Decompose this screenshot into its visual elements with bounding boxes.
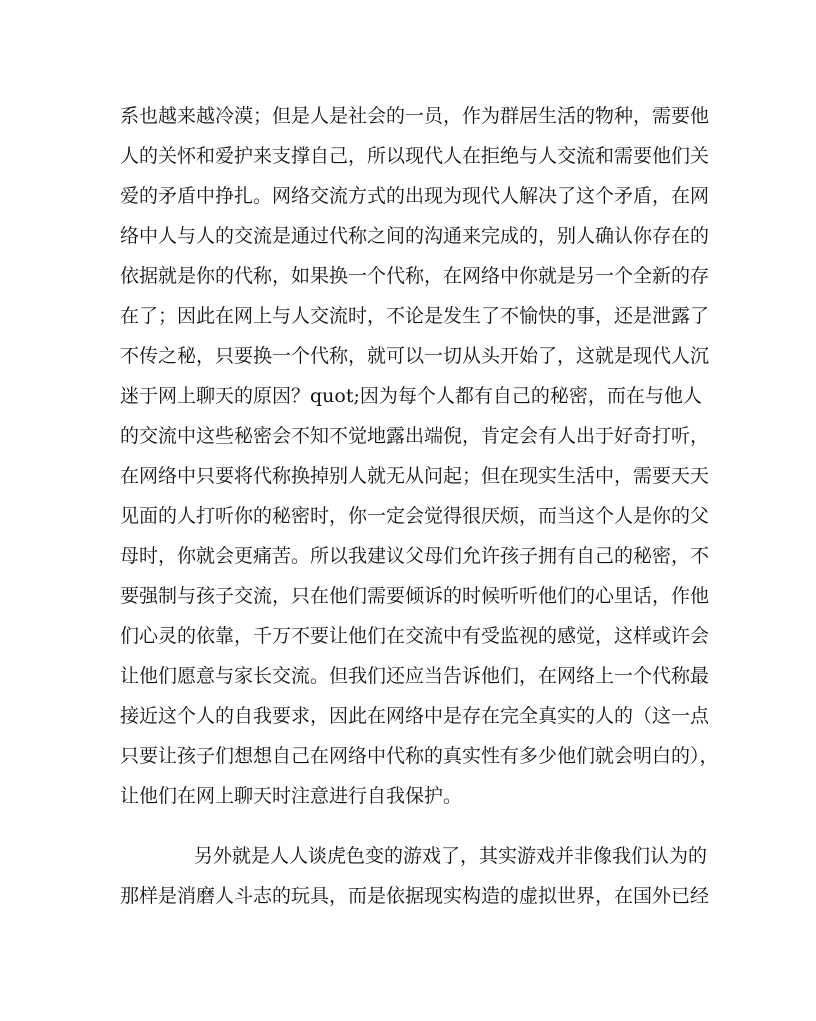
- paragraph-line: 见面的人打听你的秘密时，你一定会觉得很厌烦，而当这个人是你的父: [120, 505, 710, 527]
- paragraph-line: 母时，你就会更痛苦。所以我建议父母们允许孩子拥有自己的秘密，不: [120, 545, 710, 567]
- paragraph-line: 迷于网上聊天的原因？quot;因为每个人都有自己的秘密，而在与他人: [120, 385, 702, 407]
- paragraph-line: 的交流中这些秘密会不知不觉地露出端倪，肯定会有人出于好奇打听，: [120, 425, 710, 447]
- paragraph-line: 只要让孩子们想想自己在网络中代称的真实性有多少他们就会明白的），: [120, 745, 719, 767]
- paragraph-line: 不传之秘，只要换一个代称，就可以一切从头开始了，这就是现代人沉: [120, 345, 710, 367]
- paragraph-line: 让他们愿意与家长交流。但我们还应当告诉他们，在网络上一个代称最: [120, 665, 710, 687]
- paragraph-line: 络中人与人的交流是通过代称之间的沟通来完成的，别人确认你存在的: [120, 225, 710, 247]
- paragraph-line: 在了；因此在网上与人交流时，不论是发生了不愉快的事，还是泄露了: [120, 305, 710, 327]
- paragraph-line: 要强制与孩子交流，只在他们需要倾诉的时候听听他们的心里话，作他: [120, 585, 710, 607]
- paragraph-line: 依据就是你的代称，如果换一个代称，在网络中你就是另一个全新的存: [120, 265, 710, 287]
- paragraph-line: 那样是消磨人斗志的玩具，而是依据现实构造的虚拟世界，在国外已经: [120, 885, 710, 907]
- paragraph-line: 爱的矛盾中挣扎。网络交流方式的出现为现代人解决了这个矛盾，在网: [120, 185, 710, 207]
- paragraph-line: 们心灵的依靠，千万不要让他们在交流中有受监视的感觉，这样或许会: [120, 625, 710, 647]
- paragraph-line: 在网络中只要将代称换掉别人就无从问起；但在现实生活中，需要天天: [120, 465, 710, 487]
- paragraph-line: 让他们在网上聊天时注意进行自我保护。: [120, 785, 463, 807]
- paragraph-first-line: 另外就是人人谈虎色变的游戏了，其实游戏并非像我们认为的: [194, 845, 708, 867]
- paragraph-line: 接近这个人的自我要求，因此在网络中是存在完全真实的人的（这一点: [120, 705, 710, 727]
- paragraph-line: 人的关怀和爱护来支撑自己，所以现代人在拒绝与人交流和需要他们关: [120, 145, 710, 167]
- paragraph-line: 系也越来越冷漠；但是人是社会的一员，作为群居生活的物种，需要他: [120, 105, 710, 127]
